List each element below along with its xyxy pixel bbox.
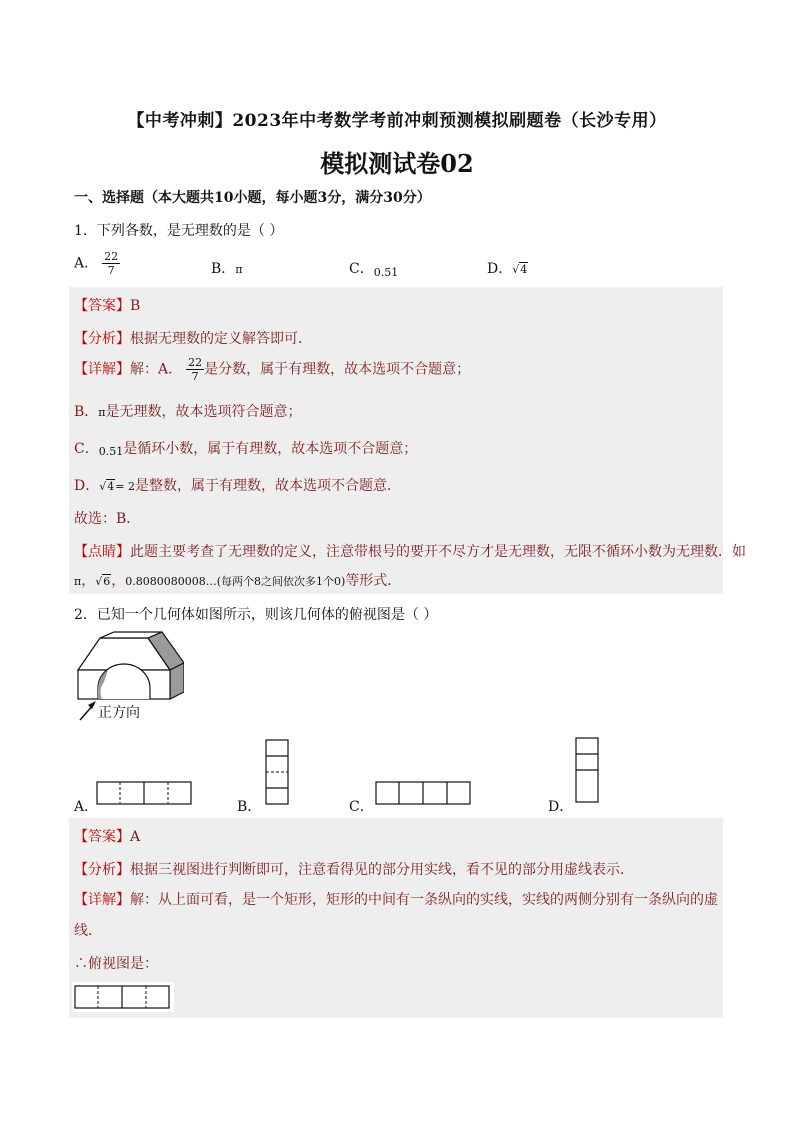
q2-option-c-figure: [375, 781, 472, 806]
q2-analysis-text: 根据三视图进行判断即可，注意看得见的部分用实线，看不见的部分用虚线表示．: [130, 862, 634, 878]
q1-analysis-text: 根据无理数的定义解答即可．: [130, 331, 312, 347]
q2-option-d-label: D．: [548, 799, 574, 815]
q2-analysis-tag: 【分析】: [74, 862, 130, 878]
q1-detail-b-pi: π: [98, 406, 106, 419]
q1-note: [74, 541, 746, 561]
q1-detail-c: [74, 438, 417, 458]
q1-detail-d-eq: = 2: [115, 480, 135, 493]
q1-detail-b: [74, 401, 302, 421]
q1-detail-b-suffix: 是无理数，故本选项符合题意；: [105, 404, 302, 420]
q1-analysis: [74, 328, 312, 348]
q2-detail: [74, 889, 718, 909]
q1-note-tag: 【点睛】: [74, 544, 130, 560]
q2-option-d-figure: [575, 737, 600, 804]
q1-answer-value: B: [130, 298, 141, 314]
q1-detail-a-suffix: 是分数，属于有理数，故本选项不合题意；: [204, 361, 471, 378]
q2-option-b-label: B．: [237, 799, 262, 815]
q1-option-a: [74, 250, 120, 277]
q2-conclusion: ∴俯视图是：: [74, 956, 158, 972]
q2-option-a-figure: [96, 781, 193, 806]
q1-stem: 1．下列各数，是无理数的是（ ）: [74, 223, 284, 239]
section-heading: 一、选择题（本大题共10小题，每小题3分，满分30分）: [74, 190, 431, 206]
q1-note-sqrt6-radicand: 6: [103, 575, 111, 588]
q2-option-a-label: A．: [74, 799, 99, 815]
q2-answer-figure: [74, 985, 171, 1010]
q1-note-sqrt6: √6: [95, 575, 111, 588]
q1-detail-d-radicand: 4: [107, 480, 115, 493]
q2-answer-value: A: [130, 829, 141, 845]
q1-answer-tag: 【答案】: [74, 298, 130, 314]
q1-note-sequence: 0.8080080008…: [125, 575, 217, 588]
q1-detail-a-prefix: 解：A．: [130, 361, 183, 378]
paper-title: 【中考冲刺】2023年中考数学考前冲刺预测模拟刷题卷（长沙专用）: [127, 111, 667, 131]
q1-answer: [74, 295, 140, 315]
q1-note-text: 此题主要考查了无理数的定义，注意带根号的要开不尽方才是无理数，无限不循环小数为无理数．如: [130, 544, 746, 560]
q2-option-c-label: C．: [349, 799, 374, 815]
q1-option-a-denominator: 7: [107, 264, 115, 277]
q2-stem: 2．已知一个几何体如图所示，则该几何体的俯视图是（ ）: [74, 607, 438, 623]
q1-detail-c-value: 0.51: [98, 445, 124, 458]
q1-option-a-numerator: 22: [104, 250, 119, 263]
q1-note-end: 等形式．: [345, 573, 402, 589]
q1-detail-a-fraction: [186, 356, 204, 383]
q1-note-pi: π: [74, 575, 82, 588]
q1-option-b-value: π: [235, 263, 243, 276]
q2-analysis: [74, 859, 634, 879]
q1-detail-d-suffix: 是整数，属于有理数，故本选项不合题意．: [134, 478, 401, 494]
q1-detail-d-prefix: D．: [74, 478, 100, 494]
paper-subtitle: 模拟测试卷02: [320, 149, 474, 178]
q1-option-a-fraction: [102, 250, 120, 277]
q2-detail-continuation: 线．: [74, 923, 102, 939]
q1-choose: 故选：B．: [74, 511, 141, 527]
q1-option-d-sqrt: √4: [512, 263, 528, 276]
q1-analysis-tag: 【分析】: [74, 331, 130, 347]
q1-option-c-value: 0.51: [373, 266, 399, 279]
q2-answer: [74, 826, 140, 846]
q1-detail-d-sqrt: √4: [99, 480, 115, 493]
q1-detail-a-numerator: 22: [188, 356, 203, 369]
q1-option-b-label: B．: [211, 261, 236, 277]
q1-option-d-label: D．: [487, 261, 513, 277]
q2-detail-tag: 【详解】: [74, 892, 130, 908]
q1-detail-d: [74, 475, 401, 495]
q1-option-c: [349, 258, 398, 278]
q1-detail-c-suffix: 是循环小数，属于有理数，故本选项不合题意；: [123, 441, 418, 457]
q1-note-examples: π，√6，0.8080080008…(每两个8之间依次多1个0)等形式．: [74, 573, 402, 589]
q1-option-d-radicand: 4: [520, 263, 528, 276]
q1-option-c-label: C．: [349, 261, 374, 277]
q1-note-paren: (每两个8之间依次多1个0): [216, 575, 346, 588]
q1-detail-tag: 【详解】: [74, 361, 130, 378]
q1-option-b: [211, 258, 243, 278]
q1-detail-c-prefix: C．: [74, 441, 99, 457]
q1-detail-b-prefix: B．: [74, 404, 99, 420]
q2-answer-tag: 【答案】: [74, 829, 130, 845]
q1-detail-a: [74, 356, 470, 383]
q1-option-d: [487, 258, 528, 278]
q1-detail-a-denominator: 7: [191, 370, 199, 383]
q2-detail-text: 解：从上面可看，是一个矩形，矩形的中间有一条纵向的实线，实线的两侧分别有一条纵向的虚: [130, 892, 718, 908]
q2-front-direction-label: 正方向: [98, 705, 140, 721]
q1-option-a-label: A．: [74, 255, 99, 272]
q2-option-b-figure: [265, 739, 290, 806]
